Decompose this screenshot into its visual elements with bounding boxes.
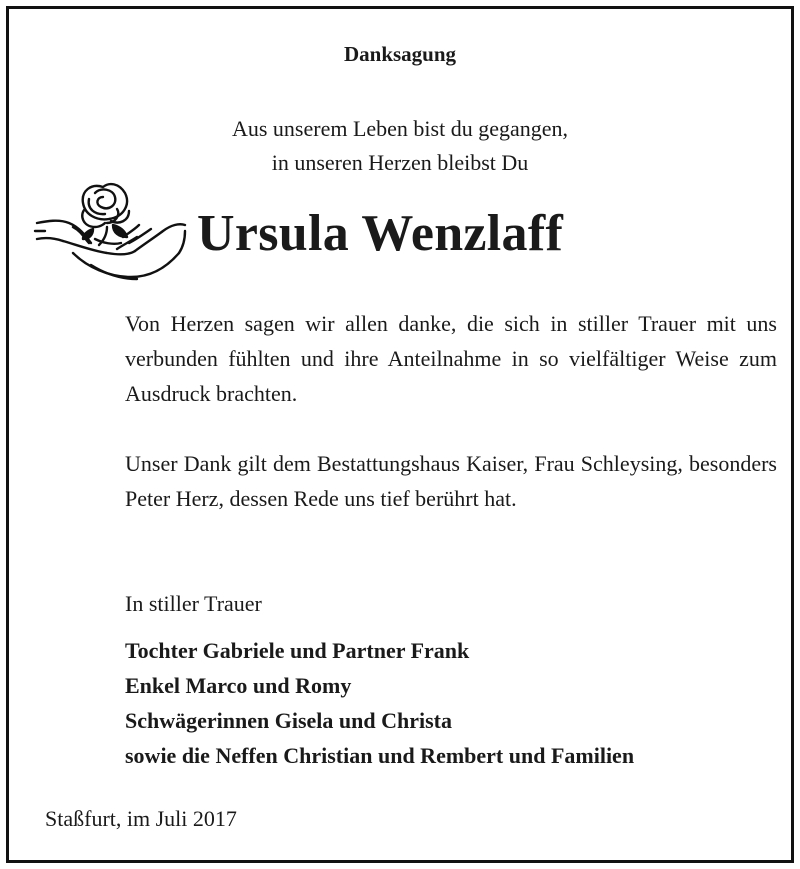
notice-heading: Danksagung [343,42,457,66]
thanks-paragraph: Von Herzen sagen wir allen danke, die sich in stiller Trauer mit uns verbunden fühlten und ihre Anteilnahme in so vielfältiger Weise zum Ausdruck brachten. [125,311,777,406]
place-date: Staßfurt, im Juli 2017 [45,806,237,831]
memorial-verse [9,112,791,180]
family-list [125,633,634,773]
deceased-name: Ursula Wenzlaff [197,205,564,262]
family-entry: Enkel Marco und Romy [125,673,352,698]
mourning-line: In stiller Trauer [125,591,262,616]
family-entry: sowie die Neffen Christian und Rembert und Familien [125,743,635,768]
family-entry: Schwägerinnen Gisela und Christa [125,708,452,733]
family-entry: Tochter Gabriele und Partner Frank [125,638,470,663]
verse-line: in unseren Herzen bleibst Du [271,150,529,175]
notice-frame [6,6,794,863]
thanks-paragraph: Unser Dank gilt dem Bestattungshaus Kaiser, Frau Schleysing, besonders Peter Herz, dessen Rede uns tief berührt hat. [125,451,777,511]
rose-in-hands-icon [33,179,189,291]
verse-line: Aus unserem Leben bist du gegangen, [231,116,569,141]
